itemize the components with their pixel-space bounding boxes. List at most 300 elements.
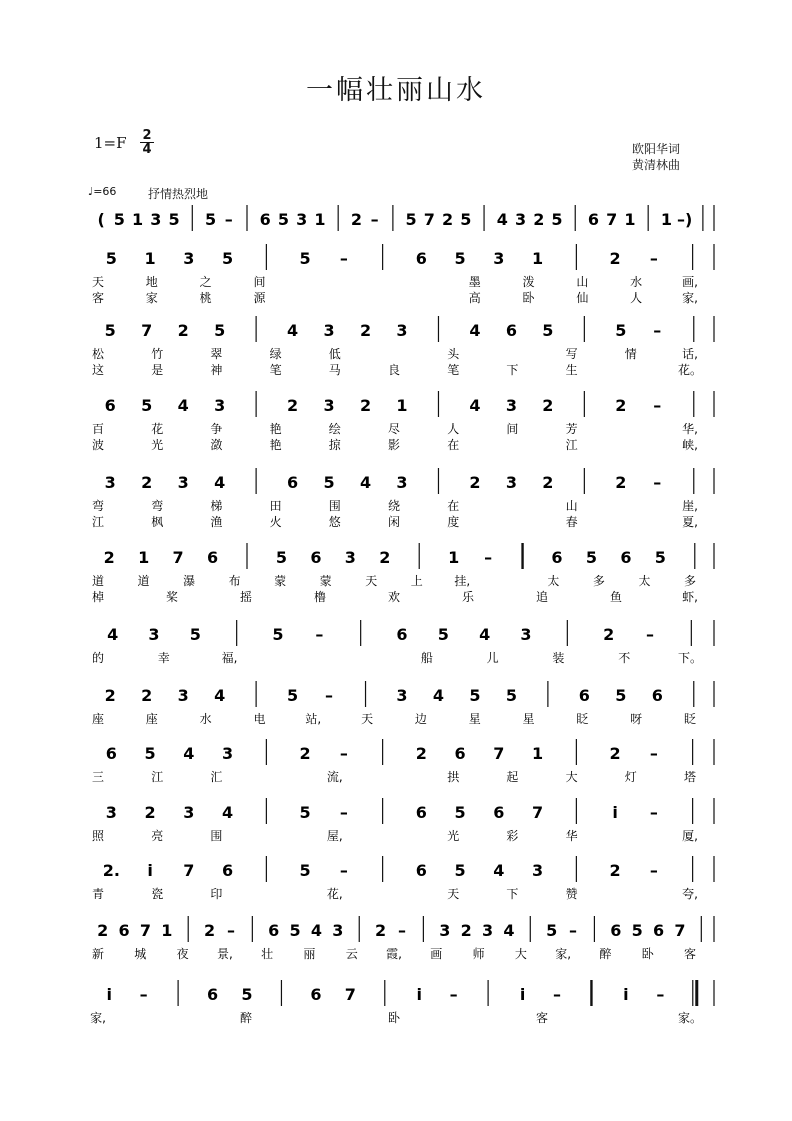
lyric-verse-2: 枫 <box>151 515 164 529</box>
lyric-verse-1: 人 <box>447 422 460 436</box>
note: i <box>519 985 526 1004</box>
lyric-verse-1: 绿 <box>269 347 282 361</box>
note: 5 <box>323 473 335 492</box>
note: 5 <box>654 548 666 567</box>
note: 5 <box>546 921 558 940</box>
lyric-verse-2: 生 <box>565 363 578 377</box>
lyric-verse-1: 云 <box>345 947 358 961</box>
note: 2 <box>609 861 621 880</box>
note: 4 <box>359 473 372 492</box>
note: –) <box>676 210 693 229</box>
note: 6 <box>310 985 322 1004</box>
lyric-verse-1: 布 <box>228 574 241 588</box>
note: 5 <box>585 548 598 567</box>
note: ( <box>97 210 105 229</box>
note: 1 <box>624 210 636 229</box>
note: 2 <box>603 625 615 644</box>
lyric-verse-1: 之 <box>199 275 212 289</box>
lyric-verse-1: 不 <box>618 651 631 665</box>
lyric-verse-2: 闲 <box>387 515 401 529</box>
note: i <box>416 985 422 1004</box>
note: 3 <box>344 548 356 567</box>
note: 5 <box>615 321 627 340</box>
lyric-verse-1: 星 <box>468 712 481 726</box>
lyric-verse-2: 笔 <box>447 363 460 377</box>
note: i <box>612 803 618 822</box>
lyric-verse-1: 卧 <box>641 947 654 961</box>
note: 3 <box>177 473 189 492</box>
note: 6 <box>587 210 600 229</box>
lyric-verse-2: 峡, <box>682 438 698 452</box>
lyric-verse-1: 大 <box>514 947 527 961</box>
note: 2 <box>542 396 554 415</box>
note: 5 <box>214 321 226 340</box>
lyric-verse-1: 弯 <box>151 499 164 513</box>
note: 3 <box>296 210 308 229</box>
lyric-verse-2: 在 <box>447 438 460 452</box>
note: 7 <box>172 548 184 567</box>
lyric-verse-1: 地 <box>145 275 158 289</box>
note: 3 <box>177 686 189 705</box>
note: – <box>553 985 561 1004</box>
note: 2 <box>442 210 454 229</box>
lyric-verse-1: 流, <box>326 770 343 784</box>
note: 2 <box>609 249 621 268</box>
lyric-verse-1: 灯 <box>624 770 637 784</box>
lyric-verse-2: 火 <box>269 515 282 529</box>
lyric-verse-2: 渔 <box>210 515 223 529</box>
composer: 黄清林曲 <box>632 158 681 172</box>
lyric-verse-1: 蒙 <box>319 574 332 588</box>
note: – <box>449 985 458 1004</box>
lyric-verse-1: 青 <box>91 887 105 901</box>
lyric-verse-1: 水 <box>199 712 212 726</box>
lyric-verse-1: 华, <box>682 422 698 436</box>
note: – <box>653 473 662 492</box>
lyric-verse-1: 头 <box>447 347 460 361</box>
note: 2 <box>469 473 481 492</box>
lyric-verse-1: 话, <box>682 347 698 361</box>
lyric-verse-1: 壮 <box>261 947 274 961</box>
lyric-verse-1: 下。 <box>677 651 703 665</box>
note: 1 <box>532 744 544 763</box>
lyric-verse-2: 乐 <box>461 590 475 604</box>
lyric-verse-1: 蒙 <box>274 574 287 588</box>
note: 4 <box>503 921 515 940</box>
lyric-verse-2: 江 <box>91 515 105 529</box>
lyric-verse-1: 尽 <box>387 422 401 436</box>
lyric-verse-1: 水 <box>630 275 643 289</box>
lyric-verse-2: 马 <box>328 363 341 377</box>
lyric-verse-1: 道 <box>137 574 150 588</box>
note: 3 <box>532 861 544 880</box>
lyric-verse-2: 桃 <box>199 291 212 305</box>
note: 6 <box>268 921 280 940</box>
lyric-verse-1: 争 <box>210 422 223 436</box>
lyric-verse-2: 桨 <box>165 590 179 604</box>
lyric-verse-1: 天 <box>361 712 374 726</box>
lyric-verse-1: 在 <box>447 499 460 513</box>
tempo-mark: ♩=66 <box>88 185 117 198</box>
note: – <box>339 803 348 822</box>
lyric-verse-1: 围 <box>328 499 341 513</box>
note: 5 <box>454 803 466 822</box>
lyric-verse-1: 松 <box>91 347 105 361</box>
note: 6 <box>551 548 563 567</box>
lyric-verse-1: 太 <box>547 574 560 588</box>
meter-top: 2 <box>142 128 152 143</box>
note: 2 <box>350 210 362 229</box>
lyric-verse-1: 赞 <box>565 887 578 901</box>
note: 5 <box>275 548 288 567</box>
note: – <box>649 744 658 763</box>
lyric-verse-1: 光 <box>447 829 460 843</box>
lyric-verse-1: 华 <box>565 829 578 843</box>
note: 3 <box>104 473 116 492</box>
note: – <box>339 861 348 880</box>
lyric-verse-2: 是 <box>151 363 164 377</box>
note: 6 <box>620 548 632 567</box>
lyric-verse-2: 欢 <box>387 590 401 604</box>
lyric-verse-1: 屋, <box>326 829 343 843</box>
lyric-verse-1: 太 <box>638 574 651 588</box>
note: 2 <box>177 321 189 340</box>
note: 5 <box>551 210 563 229</box>
note: 2 <box>460 921 472 940</box>
lyric-verse-1: 亮 <box>151 829 164 843</box>
lyric-verse-1: 丽 <box>303 947 316 961</box>
note: 2 <box>359 321 372 340</box>
note: 6 <box>493 803 505 822</box>
note: 6 <box>206 548 219 567</box>
note: 6 <box>396 625 408 644</box>
note: 4 <box>183 744 195 763</box>
note: 7 <box>141 321 153 340</box>
note: 5 <box>299 861 311 880</box>
note: 5 <box>204 210 217 229</box>
lyric-verse-1: 崖, <box>682 499 698 513</box>
note: 5 <box>615 686 627 705</box>
note: 5 <box>144 744 156 763</box>
note: – <box>325 686 334 705</box>
note: – <box>569 921 578 940</box>
lyric-verse-1: 装 <box>552 651 565 665</box>
note: 5 <box>454 249 466 268</box>
lyric-verse-2: 花。 <box>677 363 703 377</box>
note: 5 <box>454 861 466 880</box>
note: 3 <box>183 803 195 822</box>
lyric-verse-1: 围 <box>210 829 223 843</box>
note: 3 <box>481 921 494 940</box>
note: 5 <box>460 210 472 229</box>
note: 3 <box>439 921 451 940</box>
note: 6 <box>505 321 517 340</box>
lyric-verse-1: 福, <box>221 651 238 665</box>
note: 3 <box>323 396 335 415</box>
note: 4 <box>287 321 299 340</box>
note: 6 <box>259 210 271 229</box>
note: 3 <box>148 625 160 644</box>
note: 4 <box>469 321 481 340</box>
meter-bottom: 4 <box>140 142 154 156</box>
lyric-verse-1: 家。 <box>677 1011 703 1025</box>
note: – <box>649 249 658 268</box>
lyric-verse-1: 夜 <box>176 947 189 961</box>
lyric-verse-1: 下 <box>506 887 519 901</box>
lyric-verse-1: 梯 <box>210 499 223 513</box>
lyric-verse-1: 站, <box>305 712 322 726</box>
note: 3 <box>323 321 335 340</box>
note: 2 <box>542 473 554 492</box>
note: 7 <box>606 210 618 229</box>
lyric-verse-2: 高 <box>468 291 481 305</box>
note: 1 <box>660 210 672 229</box>
note: – <box>646 625 654 644</box>
lyric-verse-2: 掠 <box>328 438 341 452</box>
note: 2 <box>375 921 387 940</box>
lyric-verse-1: 绕 <box>387 499 401 513</box>
note: 6 <box>104 396 116 415</box>
note: 2 <box>299 744 311 763</box>
lyric-verse-2: 棹 <box>91 590 105 604</box>
note: 4 <box>222 803 234 822</box>
lyric-verse-1: 照 <box>91 829 105 843</box>
lyric-verse-1: 电 <box>253 712 266 726</box>
note: – <box>649 803 658 822</box>
lyric-verse-2: 潋 <box>210 438 223 452</box>
note: 6 <box>454 744 466 763</box>
note: – <box>226 921 235 940</box>
lyric-verse-1: 艳 <box>269 422 282 436</box>
lyric-verse-2: 下 <box>506 363 519 377</box>
lyric-verse-2: 人 <box>630 291 643 305</box>
lyric-verse-1: 花 <box>151 422 164 436</box>
lyric-verse-1: 拱 <box>447 770 460 784</box>
note: 6 <box>651 686 663 705</box>
note: – <box>139 985 148 1004</box>
note: – <box>224 210 233 229</box>
lyric-verse-1: 呀 <box>630 712 643 726</box>
lyric-verse-2: 悠 <box>328 515 341 529</box>
lyric-verse-2: 江 <box>565 438 578 452</box>
note: 3 <box>396 321 408 340</box>
lyric-verse-2: 橹 <box>313 590 327 604</box>
lyric-verse-1: 百 <box>91 422 105 436</box>
note: – <box>649 861 658 880</box>
note: – <box>398 921 406 940</box>
lyric-verse-1: 山 <box>576 275 589 289</box>
note: 1 <box>138 548 150 567</box>
note: 5 <box>189 625 201 644</box>
note: 3 <box>520 625 532 644</box>
note: 5 <box>469 686 481 705</box>
lyric-verse-2: 笔 <box>269 363 282 377</box>
note: 4 <box>107 625 119 644</box>
note: – <box>653 396 662 415</box>
lyric-verse-1: 城 <box>134 947 147 961</box>
note: 5 <box>505 686 517 705</box>
lyric-verse-1: 师 <box>472 947 485 961</box>
note: 6 <box>310 548 322 567</box>
note: 3 <box>505 473 517 492</box>
lyric-verse-1: 家, <box>555 947 572 961</box>
lyric-verse-2: 艳 <box>269 438 282 452</box>
note: 7 <box>532 803 544 822</box>
lyric-verse-1: 边 <box>414 712 427 726</box>
lyric-verse-1: 塔 <box>683 770 697 784</box>
note: 5 <box>437 625 449 644</box>
lyric-verse-1: 弯 <box>91 499 105 513</box>
note: 7 <box>674 921 686 940</box>
lyric-verse-2: 神 <box>210 363 223 377</box>
lyric-verse-2: 源 <box>253 291 266 305</box>
note: 3 <box>396 473 408 492</box>
lyric-verse-1: 翠 <box>210 347 223 361</box>
lyric-verse-1: 间 <box>253 275 266 289</box>
note: 2 <box>609 744 621 763</box>
lyric-verse-1: 芳 <box>565 422 578 436</box>
lyric-verse-1: 大 <box>565 770 578 784</box>
lyric-verse-1: 彩 <box>506 829 519 843</box>
note: 1 <box>144 249 156 268</box>
lyric-verse-1: 醉 <box>599 947 612 961</box>
note: 6 <box>415 249 427 268</box>
lyric-verse-1: 星 <box>522 712 535 726</box>
lyric-verse-1: 间 <box>506 422 519 436</box>
lyric-verse-1: 画, <box>682 275 698 289</box>
note: 5 <box>299 249 311 268</box>
lyric-verse-1: 墨 <box>468 275 481 289</box>
lyric-verse-2: 虾, <box>682 590 698 604</box>
key-signature: 1=F <box>94 134 127 152</box>
note: 1 <box>532 249 544 268</box>
note: 5 <box>287 686 299 705</box>
note: 2 <box>141 473 153 492</box>
note: 1 <box>314 210 326 229</box>
note: 3 <box>505 396 517 415</box>
note: 1 <box>161 921 173 940</box>
note: 3 <box>105 803 117 822</box>
note: 4 <box>214 686 226 705</box>
lyric-verse-1: 上 <box>410 574 423 588</box>
note: 7 <box>423 210 435 229</box>
note: 2 <box>415 744 427 763</box>
note: 3 <box>514 210 527 229</box>
lyric-verse-1: 客 <box>683 947 697 961</box>
lyric-verse-1: 夸, <box>682 887 698 901</box>
lyric-verse-1: 天 <box>447 887 460 901</box>
lyric-verse-1: 田 <box>269 499 282 513</box>
note: – <box>653 321 662 340</box>
note: 2 <box>204 921 216 940</box>
note: 7 <box>344 985 356 1004</box>
lyric-verse-1: 家, <box>90 1011 106 1025</box>
lyric-verse-1: 挂, <box>454 574 471 588</box>
note: 2 <box>144 803 156 822</box>
note: 4 <box>479 625 491 644</box>
note: 3 <box>222 744 234 763</box>
note: 5 <box>168 210 180 229</box>
note: 5 <box>272 625 284 644</box>
note: 2 <box>615 473 627 492</box>
expression-mark: 抒情热烈地 <box>148 187 209 201</box>
lyric-verse-2: 波 <box>91 438 105 452</box>
note: – <box>484 548 493 567</box>
lyric-verse-1: 低 <box>328 347 341 361</box>
note: 6 <box>415 803 427 822</box>
lyric-verse-1: 儿 <box>486 651 499 665</box>
note: – <box>656 985 665 1004</box>
lyric-verse-1: 花, <box>326 887 343 901</box>
lyric-verse-1: 画 <box>430 947 443 961</box>
lyric-verse-1: 霞, <box>386 947 402 961</box>
lyric-verse-2: 追 <box>535 590 549 604</box>
note: 2 <box>141 686 153 705</box>
note: 5 <box>405 210 417 229</box>
lyric-verse-1: 的 <box>91 651 105 665</box>
note: – <box>339 744 348 763</box>
note: 7 <box>493 744 505 763</box>
note: 4 <box>493 861 505 880</box>
note: 7 <box>139 921 152 940</box>
note: 5 <box>105 249 117 268</box>
note: 5 <box>299 803 311 822</box>
note: 3 <box>214 396 226 415</box>
note: 6 <box>206 985 219 1004</box>
note: 6 <box>578 686 590 705</box>
lyric-verse-2: 春 <box>565 515 578 529</box>
lyric-verse-1: 船 <box>420 651 433 665</box>
lyric-verse-1: 瓷 <box>151 887 164 901</box>
lyric-verse-1: 眨 <box>576 712 589 726</box>
note: 2. <box>102 861 120 880</box>
song-title: 一幅壮丽山水 <box>306 75 486 106</box>
note: 4 <box>177 396 189 415</box>
lyric-verse-1: 卧 <box>387 1011 401 1025</box>
note: 3 <box>332 921 344 940</box>
lyric-verse-1: 厦, <box>682 829 698 843</box>
note: 6 <box>415 861 427 880</box>
note: 5 <box>141 396 153 415</box>
note: 4 <box>214 473 226 492</box>
note: 3 <box>183 249 195 268</box>
lyric-verse-2: 度 <box>447 515 460 529</box>
note: 3 <box>396 686 408 705</box>
note: 2 <box>97 921 109 940</box>
lyric-verse-1: 泼 <box>522 275 535 289</box>
note: 5 <box>222 249 234 268</box>
note: 6 <box>652 921 665 940</box>
lyricist: 欧阳华词 <box>632 142 681 156</box>
note: 3 <box>150 210 162 229</box>
lyric-verse-1: 三 <box>91 770 105 784</box>
note: 1 <box>396 396 408 415</box>
note: i <box>106 985 112 1004</box>
note: 4 <box>469 396 481 415</box>
lyric-verse-1: 幸 <box>157 651 170 665</box>
note: 5 <box>631 921 643 940</box>
lyric-verse-1: 新 <box>91 947 105 961</box>
note: – <box>315 625 324 644</box>
lyric-verse-2: 家, <box>682 291 698 305</box>
note: 4 <box>496 210 508 229</box>
lyric-verse-1: 写 <box>565 347 578 361</box>
lyric-verse-2: 这 <box>91 363 105 377</box>
note: 5 <box>113 210 125 229</box>
note: 2 <box>533 210 545 229</box>
lyric-verse-1: 天 <box>91 275 105 289</box>
lyric-verse-1: 多 <box>592 574 605 588</box>
